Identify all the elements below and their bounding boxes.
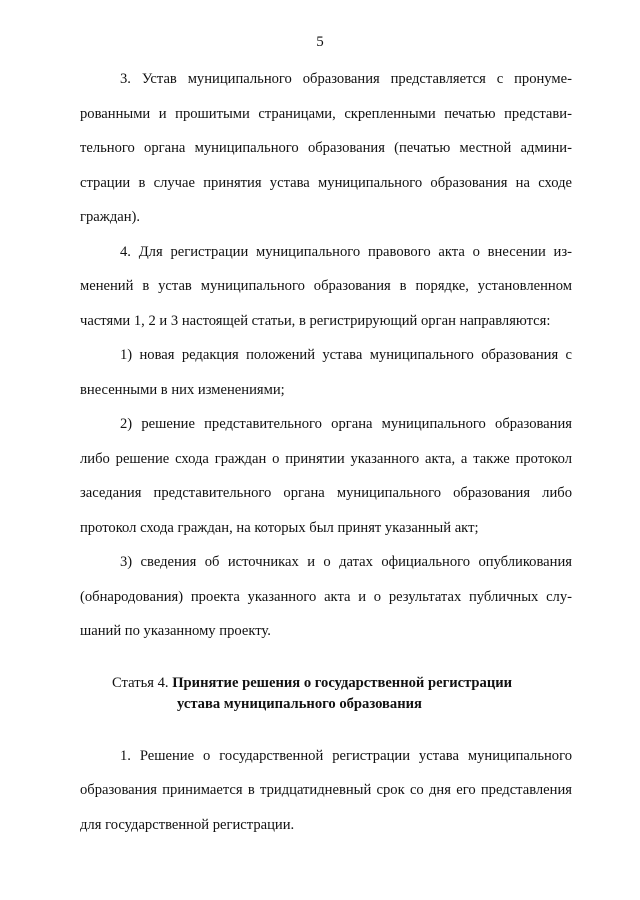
document-body (80, 62, 572, 842)
page-number: 5 (316, 34, 324, 50)
article-heading (80, 673, 572, 715)
paragraph-subitem-2: 2) решение представительного органа муниципального образования либо решение схода граждан о принятии указанного акта, а также протокол заседания представительного органа муниципального образования либо протокол схода граждан, на которых был принят указанный акт; (80, 416, 572, 536)
article-title-line1: Принятие решения о государственной регистрации (172, 674, 513, 691)
article-label: Статья 4. (112, 674, 169, 691)
paragraph-subitem-3: 3) сведения об источниках и о датах официального опубликования (обнародования) проекта указанного акта и о результатах публичных слушаний по указанному проекту. (80, 554, 572, 639)
article-title-line2: устава муниципального образования (177, 695, 422, 712)
paragraph-subitem-1: 1) новая редакция положений устава муниципального образования с внесенными в них изменениями; (80, 347, 572, 398)
paragraph-article4-item-1: 1. Решение о государственной регистрации устава муниципального образования принимается в тридцатидневный срок со дня его представления для государственной регистрации. (80, 747, 572, 833)
paragraph-item-4: 4. Для регистрации муниципального правового акта о внесении изменений в устав муниципального образования в порядке, установленном частями 1, 2 и 3 настоящей статьи, в регистрирующий орган направляются: (80, 243, 572, 329)
paragraph-item-3: 3. Устав муниципального образования представляется с пронумерованными и прошитыми страницами, скрепленными печатью представительного органа муниципального образования (печатью местной администрации в случае принятия устава муниципального образования на сходе граждан). (80, 71, 572, 225)
